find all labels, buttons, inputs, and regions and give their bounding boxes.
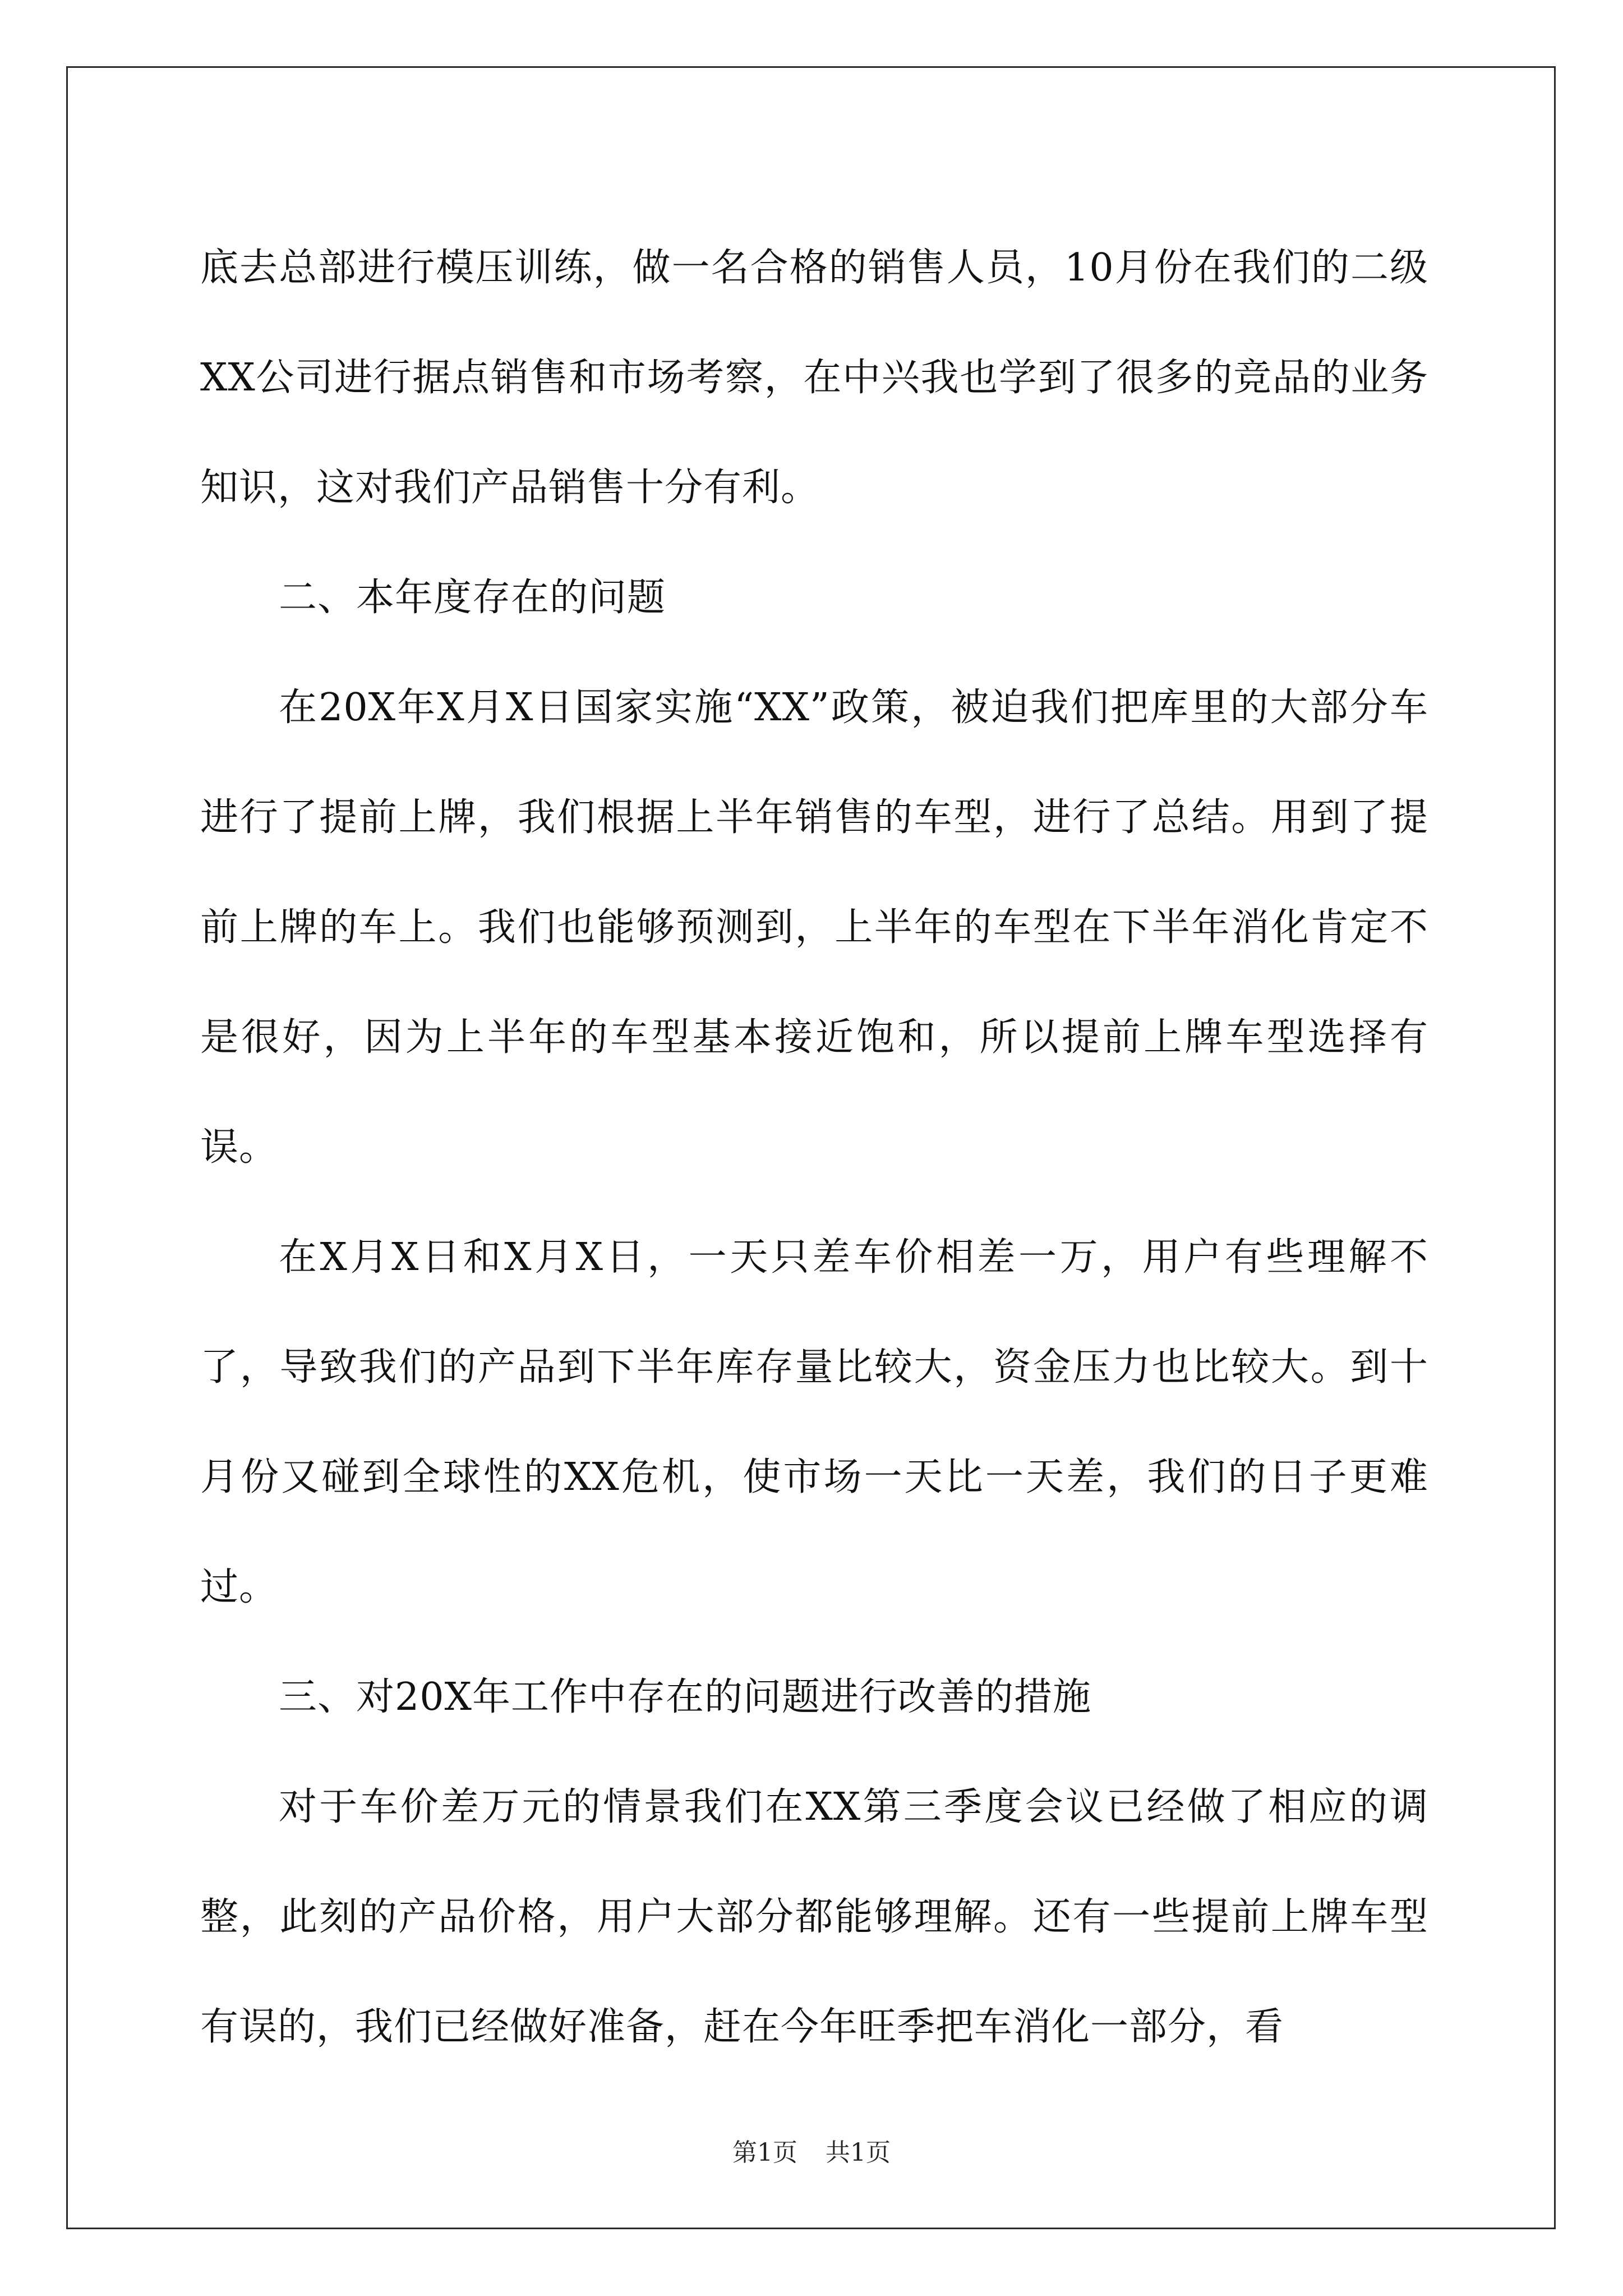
- page-number: 第1页: [732, 2138, 797, 2167]
- section-heading-2: 二、本年度存在的问题: [279, 576, 666, 620]
- document-body: [200, 213, 1428, 2082]
- section-heading-3: 三、对20X年工作中存在的问题进行改善的措施: [279, 1675, 1091, 1719]
- paragraph-measures: 对于车价差万元的情景我们在XX第三季度会议已经做了相应的调整，此刻的产品价格，用户大部分都能够理解。还有一些提前上牌车型有误的，我们已经做好准备，赶在今年旺季把车消化一部分，看: [200, 1785, 1428, 2049]
- page-total: 共1页: [826, 2138, 891, 2167]
- paragraph-continuation: 底去总部进行模压训练，做一名合格的销售人员，10月份在我们的二级XX公司进行据点销售和市场考察，在中兴我也学到了很多的竞品的业务知识，这对我们产品销售十分有利。: [200, 246, 1428, 510]
- page-footer: [0, 2136, 1623, 2170]
- paragraph-price-gap: 在X月X日和X月X日，一天只差车价相差一万，用户有些理解不了，导致我们的产品到下半年库存量比较大，资金压力也比较大。到十月份又碰到全球性的XX危机，使市场一天比一天差，我们的日子更难过。: [200, 1235, 1428, 1609]
- paragraph-policy: 在20X年X月X日国家实施“XX”政策，被迫我们把库里的大部分车进行了提前上牌，我们根据上半年销售的车型，进行了总结。用到了提前上牌的车上。我们也能够预测到，上半年的车型在下半年消化肯定不是很好，因为上半年的车型基本接近饱和，所以提前上牌车型选择有误。: [200, 685, 1428, 1170]
